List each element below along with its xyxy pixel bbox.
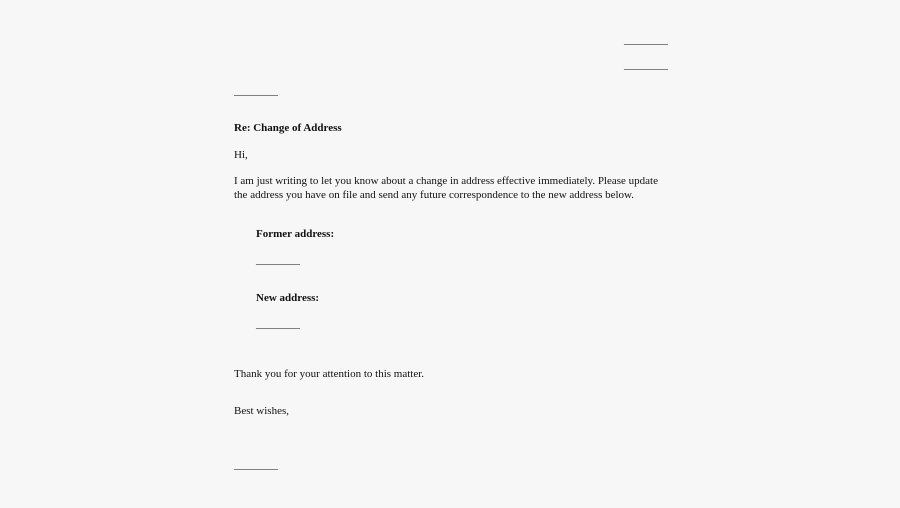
signature-line: ________ (234, 459, 278, 471)
former-address-label: Former address: (256, 228, 335, 240)
new-address-label: New address: (256, 292, 320, 304)
subject-line: Re: Change of Address (234, 122, 342, 134)
sender-line-1: ________ (624, 34, 668, 46)
recipient-line: ________ (234, 85, 278, 97)
closing-line: Best wishes, (234, 405, 289, 417)
former-address-value: ________ (256, 254, 300, 266)
sender-line-2: ________ (624, 59, 668, 71)
thanks-line: Thank you for your attention to this matter. (234, 368, 425, 380)
body-paragraph: I am just writing to let you know about a change in address effective immediately. Please update the address you have on file and send any future correspondence to the new address below. (234, 175, 658, 201)
greeting: Hi, (234, 149, 248, 161)
new-address-value: ________ (256, 318, 300, 330)
